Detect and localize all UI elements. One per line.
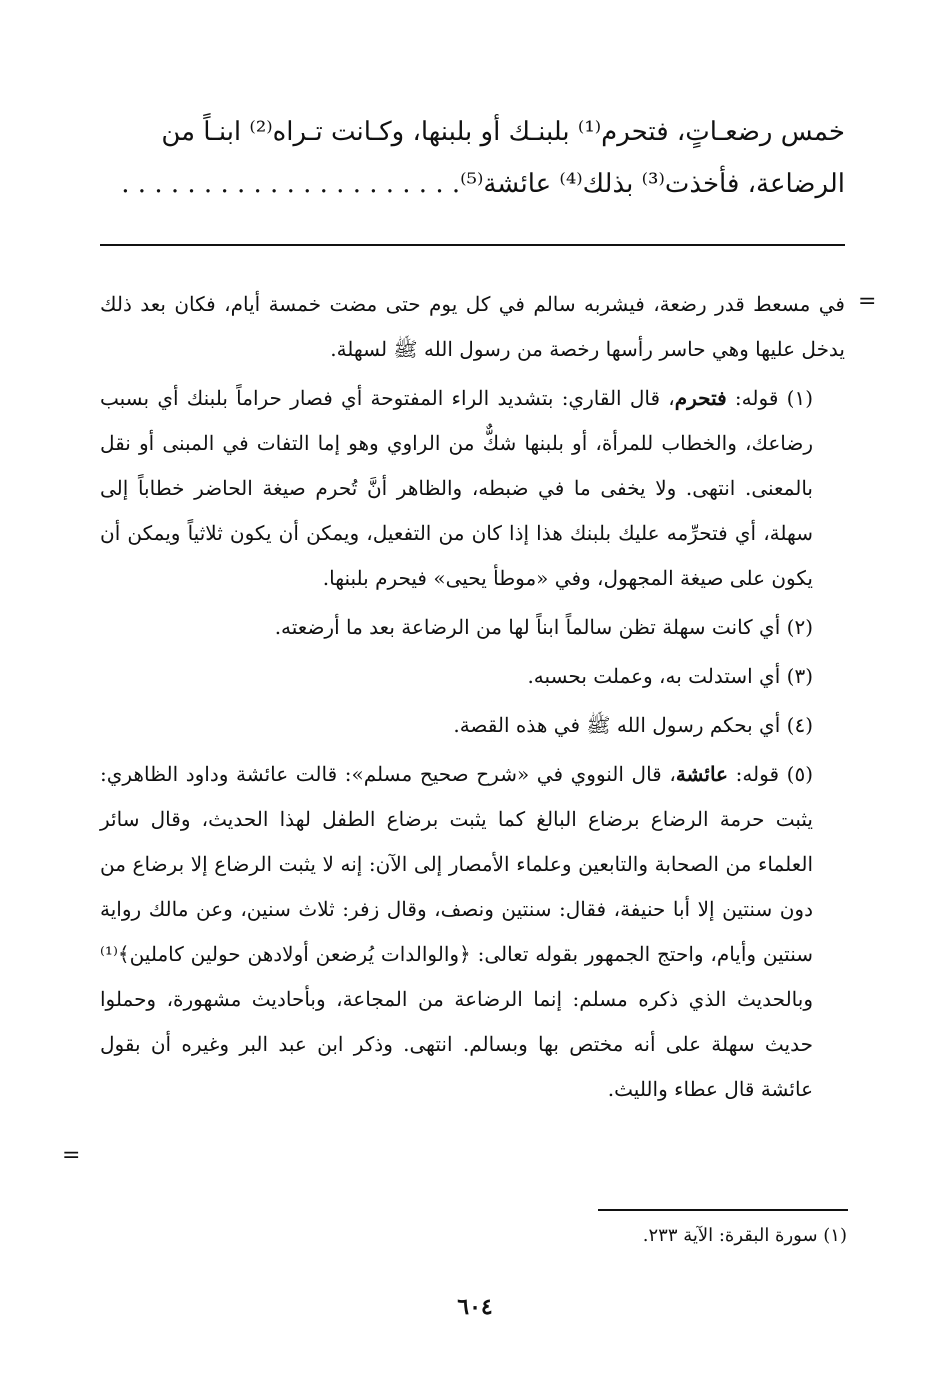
note-1 xyxy=(100,376,845,601)
main-text-line: خمس رضعـاتٍ، فتحرم⁽¹⁾ بلبنـك أو بلبنها، وكـانت تـراه⁽²⁾ ابنـاً من xyxy=(161,117,845,147)
note-4: (٤) أي بحكم رسول الله ﷺ في هذه القصة. xyxy=(453,713,813,737)
continuation-mark: = xyxy=(62,1143,81,1168)
footnote-rule xyxy=(598,1209,848,1211)
main-text xyxy=(100,106,845,210)
note-1-keyword: فتحرم xyxy=(674,386,727,410)
note-1-prefix: (١) قوله: xyxy=(726,386,813,410)
note-continued: في مسعط قدر رضعة، فيشربه سالم في كل يوم حتى مضت خمسة أيام، فكان بعد ذلك يدخل عليها وهي حاسر رأسها رخصة من رسول الله ﷺ لسهلة. xyxy=(100,292,845,361)
note-5-text: ، قال النووي في «شرح صحيح مسلم»: قالت عائشة وداود الظاهري: يثبت حرمة الرضاع برضاع البالغ كما يثبت برضاع الطفل لهذا الحديث، وقال سائر العلماء من الصحابة والتابعين وعلماء الأمصار إلى الآن: إنه لا يثبت الرضاع إلا برضاع من دون سنتين إلا أبا حنيفة، فقال: سنتين ونصف، وقال زفر: ثلاث سنين، وعن مالك رواية سنتين وأيام، واحتج الجمهور بقوله تعالى: ﴿والوالدات يُرضعن أولادهن حولين كاملين﴾⁽¹⁾ وبالحديث الذي ذكره مسلم: إنما الرضاعة من المجاعة، وبأحاديث مشهورة، وحملوا حديث سهلة على أنه مختص بها وبسالم. انتهى. وذكر ابن عبد البر وغيره أن بقول عائشة قال عطاء والليث. xyxy=(100,762,813,1101)
note-1-text: ، قال القاري: بتشديد الراء المفتوحة أي فصار حراماً بلبنك أي بسبب رضاعك، والخطاب للمرأة، أو بلبنها شكٌّ من الراوي وهو إما التفات في المبنى أو نقل بالمعنى. انتهى. ولا يخفى ما في ضبطه، والظاهر أنَّ تُحرم صيغة الحاضر خطاباً إلى سهلة، أي فتحرِّمه عليك بلبنك هذا إذا كان من التفعيل، ويمكن أن يكون ثلاثياً ويمكن أن يكون على صيغة المجهول، وفي «موطأ يحيى» فيحرم بلبنها. xyxy=(100,386,813,590)
footnote: (١) سورة البقرة: الآية ٢٣٣. xyxy=(642,1225,847,1246)
separator-rule xyxy=(100,244,845,246)
main-text-line: الرضاعة، فأخذت⁽³⁾ بذلك⁽⁴⁾ عائشة⁽⁵⁾. . . . . . . . . . . . . . . . . . . . . xyxy=(121,169,845,199)
continuation-mark: = xyxy=(858,289,877,314)
note-5-prefix: (٥) قوله: xyxy=(727,762,813,786)
note-5-keyword: عائشة xyxy=(675,762,728,786)
note-3: (٣) أي استدلت به، وعملت بحسبه. xyxy=(527,664,813,688)
commentary-notes xyxy=(100,282,845,1112)
note-5 xyxy=(100,752,845,1112)
note-2: (٢) أي كانت سهلة تظن سالماً ابناً لها من الرضاعة بعد ما أرضعته. xyxy=(274,615,813,639)
page-number: ٦٠٤ xyxy=(457,1294,493,1320)
